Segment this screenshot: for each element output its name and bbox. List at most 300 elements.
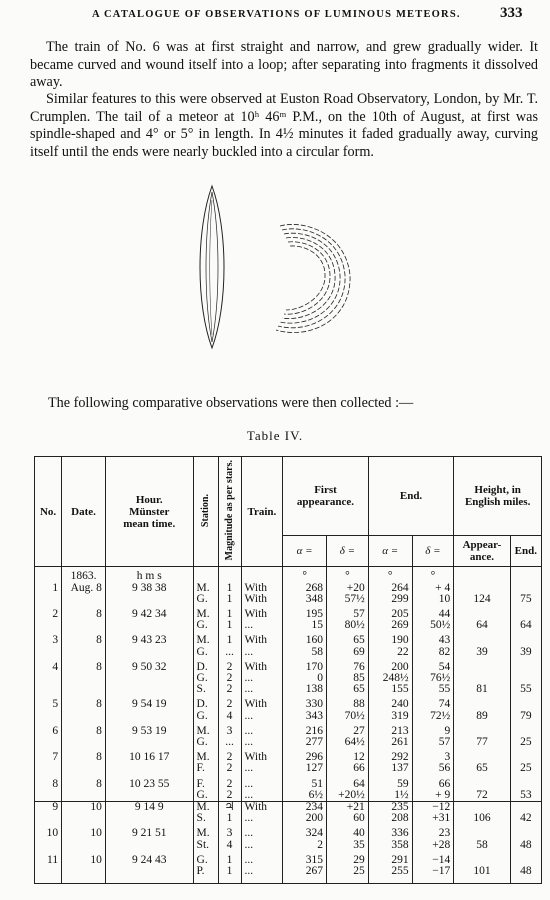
cell-fd: 85 xyxy=(327,673,369,684)
cell-time xyxy=(105,620,193,631)
cell-station: M. xyxy=(193,583,218,594)
cell-ed: + 9 xyxy=(412,790,454,802)
cell-station: G. xyxy=(193,851,218,866)
cell-time: 9 14 9 xyxy=(105,802,193,814)
cell-no xyxy=(35,684,62,695)
cell-time xyxy=(105,673,193,684)
cell-station: D. xyxy=(193,695,218,710)
cell-date: 8 xyxy=(62,775,106,790)
cell-time xyxy=(105,813,193,824)
table-row xyxy=(35,748,542,763)
cell-mag: 4 xyxy=(218,711,241,722)
cell-ed: 56 xyxy=(412,763,454,774)
table-row xyxy=(35,583,542,594)
cell-station: G. xyxy=(193,737,218,748)
cell-mag: 2 xyxy=(218,775,241,790)
table-row xyxy=(35,658,542,673)
cell-hs: 81 xyxy=(454,684,510,695)
cell-mag: ... xyxy=(218,647,241,658)
cell-date: 8 xyxy=(62,722,106,737)
cell-fd: 25 xyxy=(327,866,369,884)
cell-ea: 1½ xyxy=(368,790,412,802)
header-magnitude-text: Magnitude as per stars. xyxy=(223,460,235,561)
cell-ed: −12 xyxy=(412,802,454,814)
cell-fa: 6½ xyxy=(283,790,327,802)
cell-ea: 299 xyxy=(368,594,412,605)
cell-fa: 138 xyxy=(283,684,327,695)
cell-train: ... xyxy=(241,866,283,884)
cell-date xyxy=(62,813,106,824)
curved-train-shape xyxy=(276,224,350,332)
cell-date xyxy=(62,737,106,748)
cell-station: F. xyxy=(193,763,218,774)
paragraph-train-no6 xyxy=(30,39,538,92)
cell-ed: 54 xyxy=(412,658,454,673)
cell-ed: 10 xyxy=(412,594,454,605)
cell-he xyxy=(510,824,541,839)
cell-train: With xyxy=(241,631,283,646)
cell-hs xyxy=(454,775,510,790)
cell-he: 25 xyxy=(510,737,541,748)
cell-fa: 51 xyxy=(283,775,327,790)
cell-ea: 264 xyxy=(368,583,412,594)
cell-fa: 170 xyxy=(283,658,327,673)
cell-fd: 64 xyxy=(327,775,369,790)
degree-mark: ° xyxy=(368,567,412,583)
cell-no xyxy=(35,840,62,851)
cell-station: S. xyxy=(193,684,218,695)
cell-mag: 1 xyxy=(218,620,241,631)
cell-date: 8 xyxy=(62,695,106,710)
cell-he: 39 xyxy=(510,647,541,658)
cell-fa: 15 xyxy=(283,620,327,631)
cell-hs: 77 xyxy=(454,737,510,748)
cell-date: 8 xyxy=(62,658,106,673)
cell-time: 9 50 32 xyxy=(105,658,193,673)
cell-station: G. xyxy=(193,673,218,684)
cell-hs: 89 xyxy=(454,711,510,722)
cell-fd: 57 xyxy=(327,605,369,620)
cell-fd: 70½ xyxy=(327,711,369,722)
cell-time: 10 16 17 xyxy=(105,748,193,763)
cell-station: G. xyxy=(193,620,218,631)
cell-fd: 40 xyxy=(327,824,369,839)
cell-fa: 58 xyxy=(283,647,327,658)
cell-time xyxy=(105,866,193,884)
cell-ea: 235 xyxy=(368,802,412,814)
cell-fa: 234 xyxy=(283,802,327,814)
cell-hs: 101 xyxy=(454,866,510,884)
cell-fa: 315 xyxy=(283,851,327,866)
cell-date: 8 xyxy=(62,631,106,646)
cell-ed: +28 xyxy=(412,840,454,851)
cell-date xyxy=(62,763,106,774)
table-row xyxy=(35,840,542,851)
table-row xyxy=(35,631,542,646)
cell-fa: 0 xyxy=(283,673,327,684)
cell-mag: 1 xyxy=(218,631,241,646)
paragraph-euston-road xyxy=(30,91,538,161)
cell-train: ... xyxy=(241,647,283,658)
cell-train: With xyxy=(241,583,283,594)
cell-fd: 76 xyxy=(327,658,369,673)
cell-ed: 44 xyxy=(412,605,454,620)
cell-station: St. xyxy=(193,840,218,851)
cell-station: M. xyxy=(193,748,218,763)
cell-date xyxy=(62,711,106,722)
cell-train: ... xyxy=(241,711,283,722)
cell-train: With xyxy=(241,605,283,620)
cell-ea: 59 xyxy=(368,775,412,790)
cell-train: ... xyxy=(241,737,283,748)
cell-ed: 43 xyxy=(412,631,454,646)
header-magnitude xyxy=(218,457,241,567)
paragraph-text: Similar features to this were observed at Euston Road Observatory, London, by Mr. T. Crumplen. The tail of a meteor at 10ʰ 46ᵐ P.M., on the 10th of August, at first was spindle-shaped and 4° or 5° in length. In 4½ minutes it faded gradually away, curving itself until the ends were nearly buckled into a circular form. xyxy=(30,91,538,160)
cell-hs xyxy=(454,824,510,839)
table-row xyxy=(35,605,542,620)
cell-ed: −14 xyxy=(412,851,454,866)
cell-he xyxy=(510,748,541,763)
cell-date xyxy=(62,684,106,695)
cell-time xyxy=(105,763,193,774)
cell-no xyxy=(35,813,62,824)
cell-ea: 292 xyxy=(368,748,412,763)
cell-ed: 55 xyxy=(412,684,454,695)
cell-ea: 358 xyxy=(368,840,412,851)
degree-mark: ° xyxy=(412,567,454,583)
cell-no: 10 xyxy=(35,824,62,839)
cell-mag: 3 xyxy=(218,824,241,839)
cell-fd: 27 xyxy=(327,722,369,737)
cell-ed: +31 xyxy=(412,813,454,824)
cell-ed: −17 xyxy=(412,866,454,884)
cell-fa: 160 xyxy=(283,631,327,646)
cell-ed: 82 xyxy=(412,647,454,658)
cell-mag: 4 xyxy=(218,840,241,851)
table-row xyxy=(35,824,542,839)
cell-station: M. xyxy=(193,824,218,839)
cell-time xyxy=(105,711,193,722)
cell-he: 25 xyxy=(510,763,541,774)
cell-mag: 2 xyxy=(218,695,241,710)
cell-ea: 240 xyxy=(368,695,412,710)
cell-station: G. xyxy=(193,790,218,802)
cell-ea: 155 xyxy=(368,684,412,695)
cell-hs xyxy=(454,851,510,866)
cell-mag: 3 xyxy=(218,722,241,737)
cell-fd: 12 xyxy=(327,748,369,763)
cell-date: 8 xyxy=(62,605,106,620)
cell-ea: 208 xyxy=(368,813,412,824)
cell-ea: 255 xyxy=(368,866,412,884)
cell-date xyxy=(62,620,106,631)
cell-station: G. xyxy=(193,647,218,658)
cell-mag: ♃ xyxy=(218,802,241,814)
year-label: 1863. xyxy=(62,567,106,583)
cell-hs xyxy=(454,605,510,620)
cell-ea: 200 xyxy=(368,658,412,673)
cell-fd: 80½ xyxy=(327,620,369,631)
cell-station: G. xyxy=(193,711,218,722)
cell-date xyxy=(62,866,106,884)
cell-station: M. xyxy=(193,631,218,646)
cell-he: 53 xyxy=(510,790,541,802)
cell-ea: 319 xyxy=(368,711,412,722)
table-row xyxy=(35,802,542,814)
paragraph-text: The train of No. 6 was at first straight and narrow, and grew gradually wider. It became curved and wound itself into a loop; after separating into fragments it dissolved away. xyxy=(30,39,538,90)
cell-train: ... xyxy=(241,763,283,774)
table-row xyxy=(35,763,542,774)
cell-fa: 296 xyxy=(283,748,327,763)
cell-he xyxy=(510,695,541,710)
cell-hs: 39 xyxy=(454,647,510,658)
header-station xyxy=(193,457,218,567)
cell-hs xyxy=(454,722,510,737)
page-number: 333 xyxy=(500,5,523,21)
cell-station: G. xyxy=(193,594,218,605)
table-row xyxy=(35,673,542,684)
cell-fd: 65 xyxy=(327,684,369,695)
cell-station: S. xyxy=(193,813,218,824)
cell-station: M. xyxy=(193,802,218,814)
cell-date xyxy=(62,594,106,605)
cell-time: 9 38 38 xyxy=(105,583,193,594)
cell-hs: 64 xyxy=(454,620,510,631)
header-date: Date. xyxy=(62,457,106,567)
cell-fd: 66 xyxy=(327,763,369,774)
cell-ea: 205 xyxy=(368,605,412,620)
cell-time: 9 21 51 xyxy=(105,824,193,839)
cell-train: ... xyxy=(241,790,283,802)
cell-no: 8 xyxy=(35,775,62,790)
cell-he xyxy=(510,775,541,790)
cell-station: F. xyxy=(193,775,218,790)
spindle-shape xyxy=(200,186,224,348)
cell-he: 48 xyxy=(510,840,541,851)
cell-time xyxy=(105,737,193,748)
header-hour: Hour. Münster mean time. xyxy=(105,457,193,567)
cell-ea: 269 xyxy=(368,620,412,631)
cell-date: 10 xyxy=(62,851,106,866)
cell-date: 8 xyxy=(62,748,106,763)
cell-train: ... xyxy=(241,673,283,684)
cell-fa: 195 xyxy=(283,605,327,620)
cell-date: 10 xyxy=(62,802,106,814)
cell-station: M. xyxy=(193,605,218,620)
cell-fa: 277 xyxy=(283,737,327,748)
cell-ed: 23 xyxy=(412,824,454,839)
cell-ed: 72½ xyxy=(412,711,454,722)
cell-he: 55 xyxy=(510,684,541,695)
cell-fa: 343 xyxy=(283,711,327,722)
cell-train: With xyxy=(241,695,283,710)
cell-mag: 2 xyxy=(218,790,241,802)
header-delta: δ = xyxy=(412,536,454,567)
cell-he: 75 xyxy=(510,594,541,605)
cell-station: M. xyxy=(193,722,218,737)
header-alpha: α = xyxy=(283,536,327,567)
cell-fa: 200 xyxy=(283,813,327,824)
observations-table xyxy=(34,456,542,884)
cell-mag: 1 xyxy=(218,594,241,605)
cell-no xyxy=(35,866,62,884)
cell-train: ... xyxy=(241,620,283,631)
cell-train: ... xyxy=(241,775,283,790)
cell-no xyxy=(35,620,62,631)
cell-mag: 1 xyxy=(218,813,241,824)
cell-mag: 2 xyxy=(218,684,241,695)
table-row xyxy=(35,851,542,866)
cell-ea: 137 xyxy=(368,763,412,774)
table-row xyxy=(35,737,542,748)
cell-ea: 190 xyxy=(368,631,412,646)
lead-sentence: The following comparative observations were then collected :— xyxy=(48,395,414,411)
table-row xyxy=(35,594,542,605)
cell-fa: 348 xyxy=(283,594,327,605)
header-delta: δ = xyxy=(327,536,369,567)
units-row xyxy=(35,567,542,583)
cell-train: ... xyxy=(241,684,283,695)
cell-he xyxy=(510,658,541,673)
cell-fd: 64½ xyxy=(327,737,369,748)
cell-mag: 1 xyxy=(218,866,241,884)
table-row xyxy=(35,684,542,695)
header-height-end: End. xyxy=(510,536,541,567)
cell-ed: 76½ xyxy=(412,673,454,684)
cell-train: With xyxy=(241,594,283,605)
table-row xyxy=(35,813,542,824)
cell-date: 10 xyxy=(62,824,106,839)
cell-time xyxy=(105,790,193,802)
cell-no: 7 xyxy=(35,748,62,763)
cell-train: ... xyxy=(241,851,283,866)
cell-time: 10 23 55 xyxy=(105,775,193,790)
cell-fd: +21 xyxy=(327,802,369,814)
cell-fa: 268 xyxy=(283,583,327,594)
cell-no: 3 xyxy=(35,631,62,646)
cell-he: 64 xyxy=(510,620,541,631)
cell-fd: 65 xyxy=(327,631,369,646)
cell-mag: 1 xyxy=(218,583,241,594)
cell-no: 9 xyxy=(35,802,62,814)
table-row xyxy=(35,647,542,658)
cell-hs xyxy=(454,631,510,646)
cell-fd: 57½ xyxy=(327,594,369,605)
table-row xyxy=(35,620,542,631)
cell-no: 2 xyxy=(35,605,62,620)
cell-no xyxy=(35,790,62,802)
cell-time: 9 43 23 xyxy=(105,631,193,646)
cell-fd: 69 xyxy=(327,647,369,658)
degree-mark: ° xyxy=(283,567,327,583)
cell-train: With xyxy=(241,658,283,673)
meteor-train-figure xyxy=(190,180,370,355)
cell-he xyxy=(510,722,541,737)
cell-fa: 216 xyxy=(283,722,327,737)
table-row xyxy=(35,775,542,790)
header-train: Train. xyxy=(241,457,283,567)
cell-he xyxy=(510,851,541,866)
table-caption: Table IV. xyxy=(246,428,304,443)
cell-fa: 127 xyxy=(283,763,327,774)
table-row xyxy=(35,866,542,884)
running-head: A CATALOGUE OF OBSERVATIONS OF LUMINOUS METEORS. xyxy=(92,9,461,20)
time-units: h m s xyxy=(105,567,193,583)
cell-train: ... xyxy=(241,813,283,824)
header-height: Height, in English miles. xyxy=(454,457,542,536)
cell-fd: +20½ xyxy=(327,790,369,802)
cell-no xyxy=(35,594,62,605)
cell-fa: 267 xyxy=(283,866,327,884)
cell-date xyxy=(62,840,106,851)
cell-time: 9 54 19 xyxy=(105,695,193,710)
table-row xyxy=(35,711,542,722)
cell-he xyxy=(510,631,541,646)
cell-ed: 74 xyxy=(412,695,454,710)
header-no: No. xyxy=(35,457,62,567)
header-end: End. xyxy=(368,457,454,536)
cell-hs: 124 xyxy=(454,594,510,605)
cell-train: With xyxy=(241,748,283,763)
cell-hs: 106 xyxy=(454,813,510,824)
cell-time xyxy=(105,840,193,851)
header-appearance: Appear-ance. xyxy=(454,536,510,567)
cell-hs xyxy=(454,695,510,710)
cell-ed: 66 xyxy=(412,775,454,790)
cell-fa: 2 xyxy=(283,840,327,851)
table-row xyxy=(35,790,542,802)
cell-no xyxy=(35,647,62,658)
cell-fd: +20 xyxy=(327,583,369,594)
cell-no xyxy=(35,737,62,748)
cell-mag: 2 xyxy=(218,763,241,774)
cell-he: 42 xyxy=(510,813,541,824)
header-alpha: α = xyxy=(368,536,412,567)
degree-mark: ° xyxy=(327,567,369,583)
cell-ea: 336 xyxy=(368,824,412,839)
cell-no: 11 xyxy=(35,851,62,866)
cell-date: Aug. 8 xyxy=(62,583,106,594)
cell-fd: 35 xyxy=(327,840,369,851)
cell-mag: 2 xyxy=(218,658,241,673)
cell-train: ... xyxy=(241,722,283,737)
cell-hs: 65 xyxy=(454,763,510,774)
cell-mag: 1 xyxy=(218,605,241,620)
cell-mag: 2 xyxy=(218,673,241,684)
cell-hs xyxy=(454,658,510,673)
cell-time: 9 53 19 xyxy=(105,722,193,737)
cell-no xyxy=(35,763,62,774)
cell-date xyxy=(62,673,106,684)
cell-hs: 58 xyxy=(454,840,510,851)
cell-ed: 57 xyxy=(412,737,454,748)
cell-no: 6 xyxy=(35,722,62,737)
cell-ed: + 4 xyxy=(412,583,454,594)
cell-ea: 261 xyxy=(368,737,412,748)
cell-hs xyxy=(454,748,510,763)
table-row xyxy=(35,722,542,737)
cell-no xyxy=(35,673,62,684)
cell-date xyxy=(62,790,106,802)
cell-mag: ... xyxy=(218,737,241,748)
cell-fa: 330 xyxy=(283,695,327,710)
cell-fd: 60 xyxy=(327,813,369,824)
cell-time xyxy=(105,594,193,605)
cell-time xyxy=(105,684,193,695)
cell-ed: 50½ xyxy=(412,620,454,631)
cell-ea: 291 xyxy=(368,851,412,866)
header-station-text: Station. xyxy=(199,493,211,527)
